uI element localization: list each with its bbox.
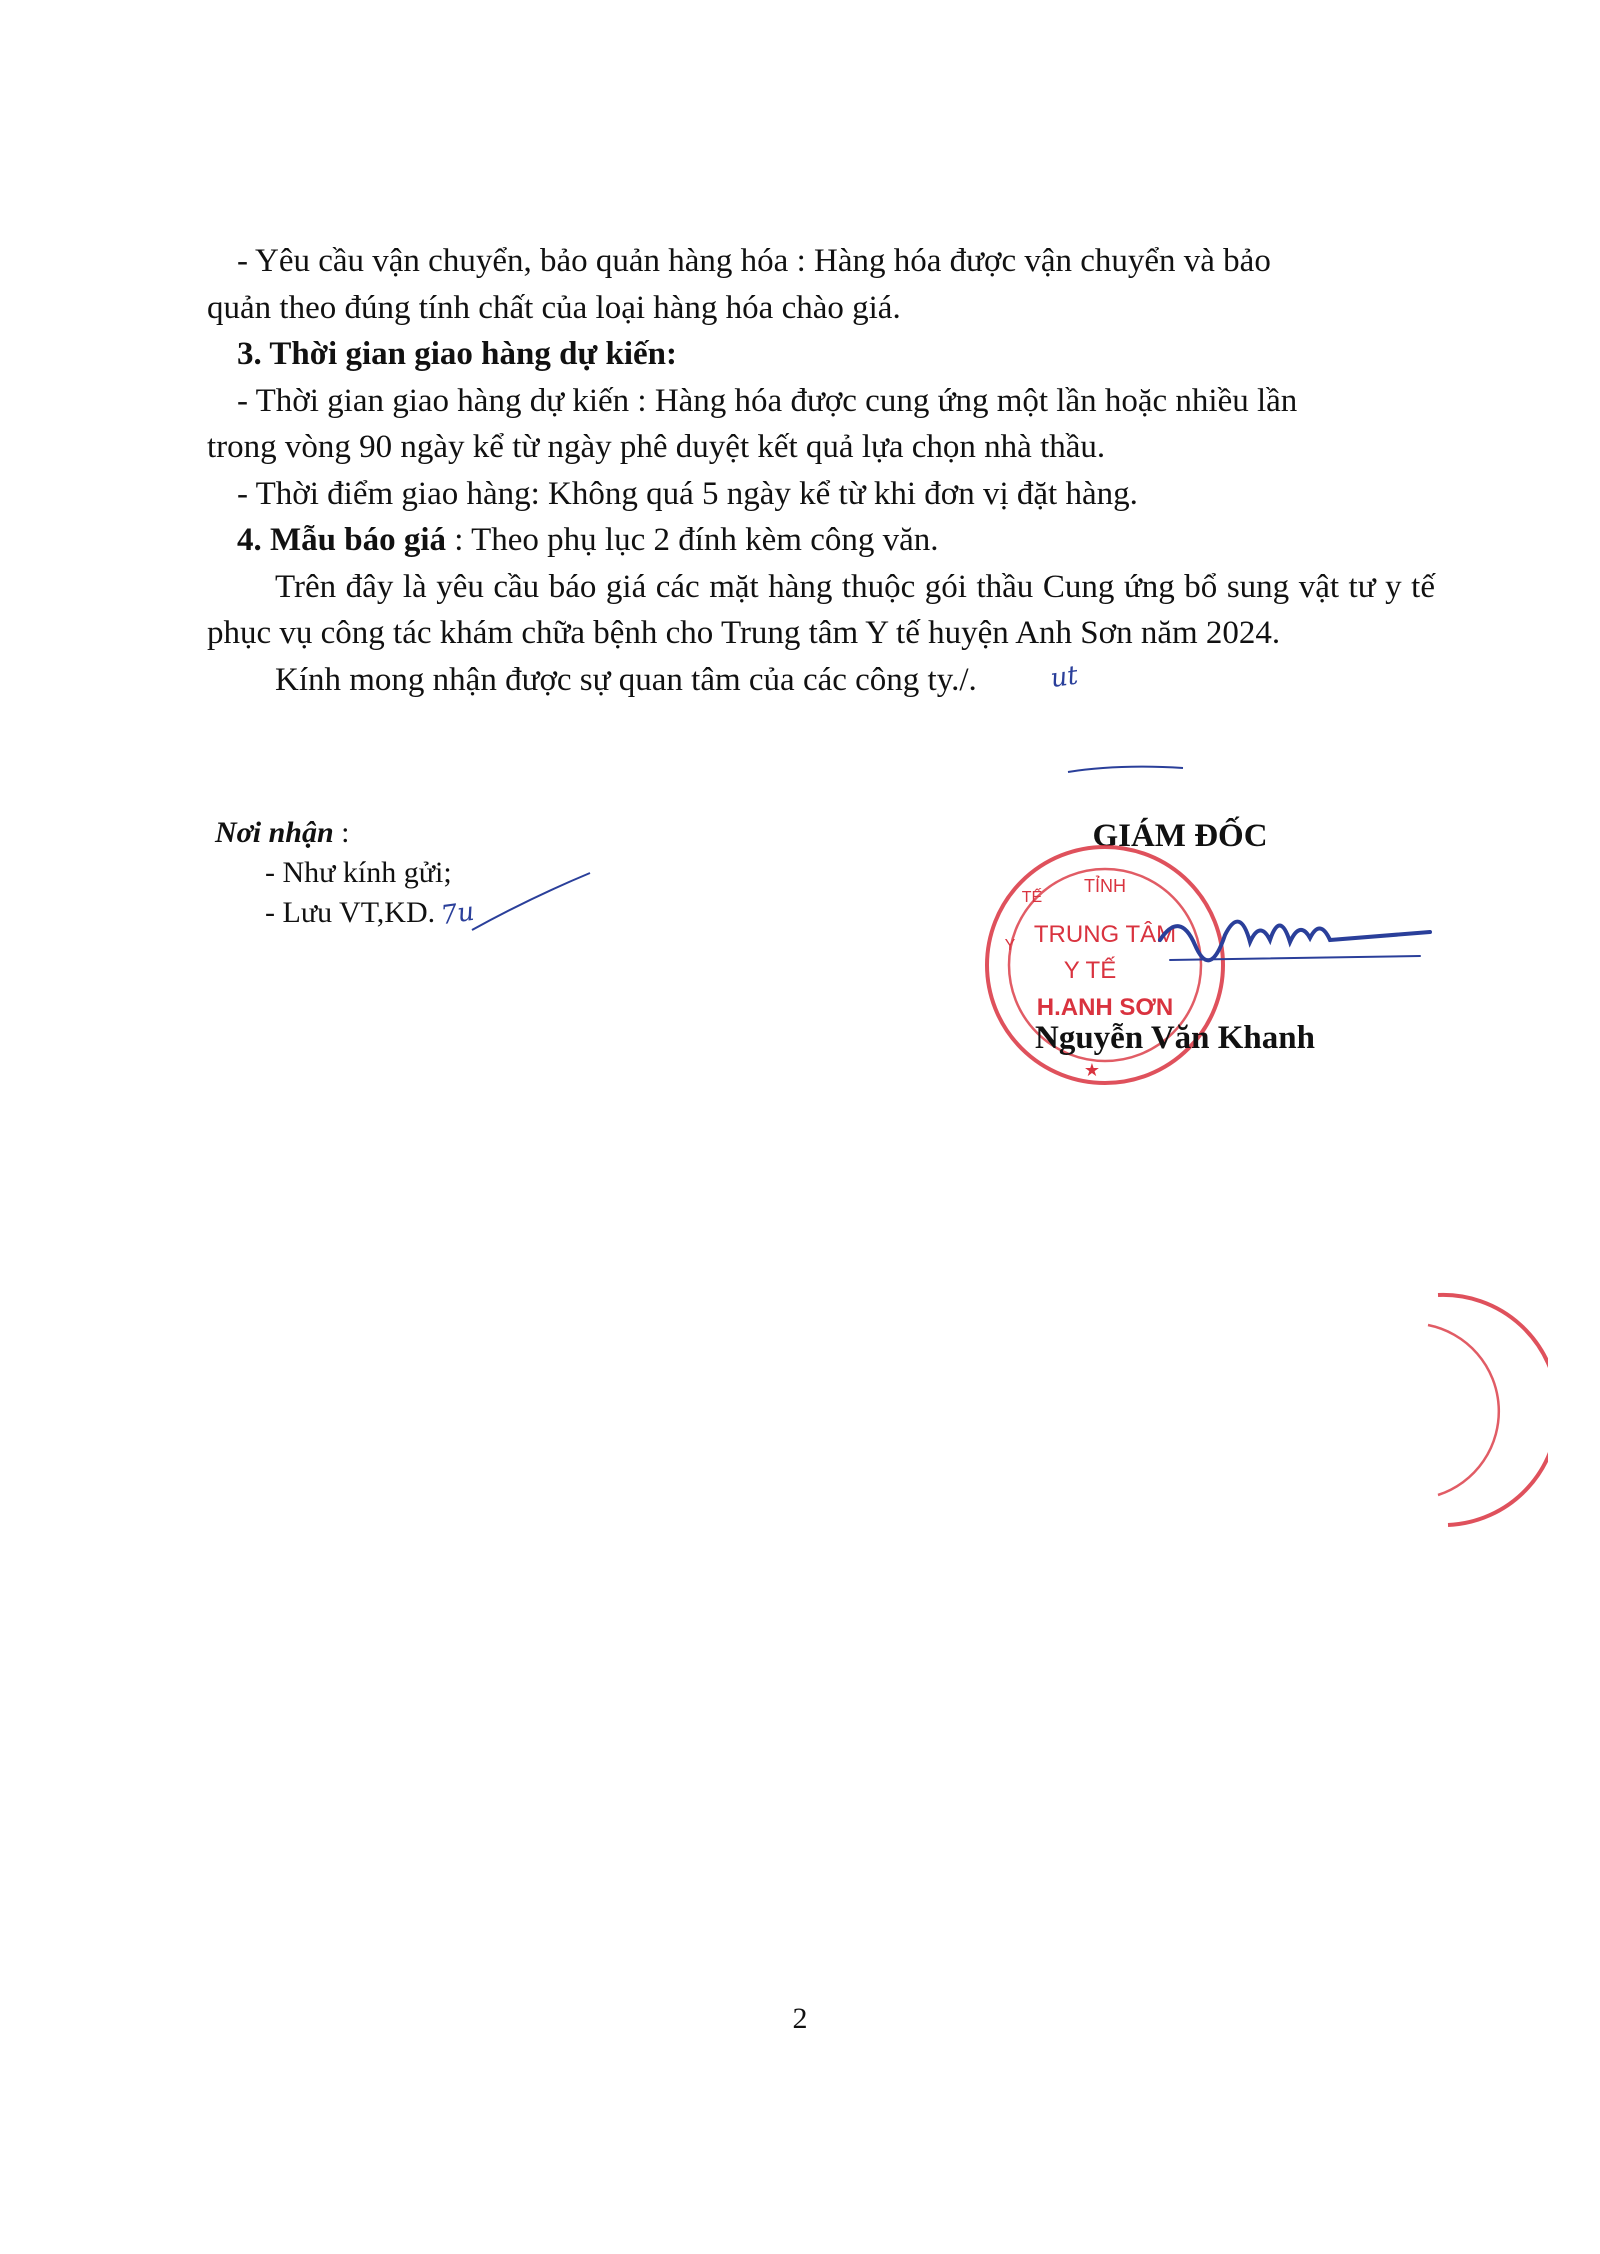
- stamp-mid-text: TRUNG TÂM: [1033, 921, 1177, 948]
- delivery-moment-paragraph: - Thời điểm giao hàng: Không quá 5 ngày kể từ khi đơn vị đặt hàng.: [237, 475, 1138, 512]
- initials-mark: 7u: [439, 896, 477, 932]
- recipients-label: Nơi nhận: [215, 816, 334, 849]
- recipients-block: Nơi nhận : - Như kính gửi; - Lưu VT,KD. 7u: [215, 813, 715, 934]
- recipient-item: - Lưu VT,KD. 7u: [215, 893, 715, 934]
- section-3-heading: 3. Thời gian giao hàng dự kiến:: [237, 336, 678, 372]
- shipping-requirement: - Yêu cầu vận chuyển, bảo quản hàng hóa : Hàng hóa được vận chuyển và bảo quản theo đúng tính chất của loại hàng hóa chào giá.: [207, 243, 1271, 326]
- stamp-top-text: TỈNH: [1084, 876, 1126, 896]
- summary-paragraph: Trên đây là yêu cầu báo giá các mặt hàng thuộc gói thầu Cung ứng bổ sung vật tư y tế phục vụ công tác khám chữa bệnh cho Trung tâm Y tế huyện Anh Sơn năm 2024.: [207, 568, 1435, 651]
- body-text: [207, 238, 1435, 705]
- pen-stroke: [1058, 752, 1188, 782]
- page-number: 2: [792, 2002, 808, 2035]
- delivery-time-paragraph: - Thời gian giao hàng dự kiến : Hàng hóa được cung ứng một lần hoặc nhiều lần trong vòng 90 ngày kể từ ngày phê duyệt kết quả lựa chọn nhà thầu.: [207, 382, 1298, 465]
- handwritten-signature: [1150, 890, 1440, 980]
- signer-name: Nguyễn Văn Khanh: [1034, 1020, 1315, 1056]
- section-4-heading: 4. Mẫu báo giá: [237, 522, 447, 558]
- initials-mark: ut: [1048, 660, 1080, 694]
- svg-text:Y: Y: [1004, 937, 1016, 954]
- closing-paragraph: Kính mong nhận được sự quan tâm của các công ty./. ut: [207, 657, 1435, 706]
- pen-stroke: [470, 868, 600, 938]
- recipient-item: - Như kính gửi;: [265, 856, 452, 889]
- stamp-mid-text: Y TẾ: [1063, 957, 1117, 984]
- section-4-paragraph: 4. Mẫu báo giá : Theo phụ lục 2 đính kèm công văn.: [237, 522, 939, 558]
- stamp-bottom-text: H.ANH SƠN: [1036, 994, 1174, 1021]
- edge-seal: [1418, 1285, 1548, 1535]
- star-icon: ★: [1083, 1060, 1101, 1081]
- svg-text:TẾ: TẾ: [1021, 889, 1043, 906]
- signer-title: GIÁM ĐỐC: [1092, 818, 1268, 854]
